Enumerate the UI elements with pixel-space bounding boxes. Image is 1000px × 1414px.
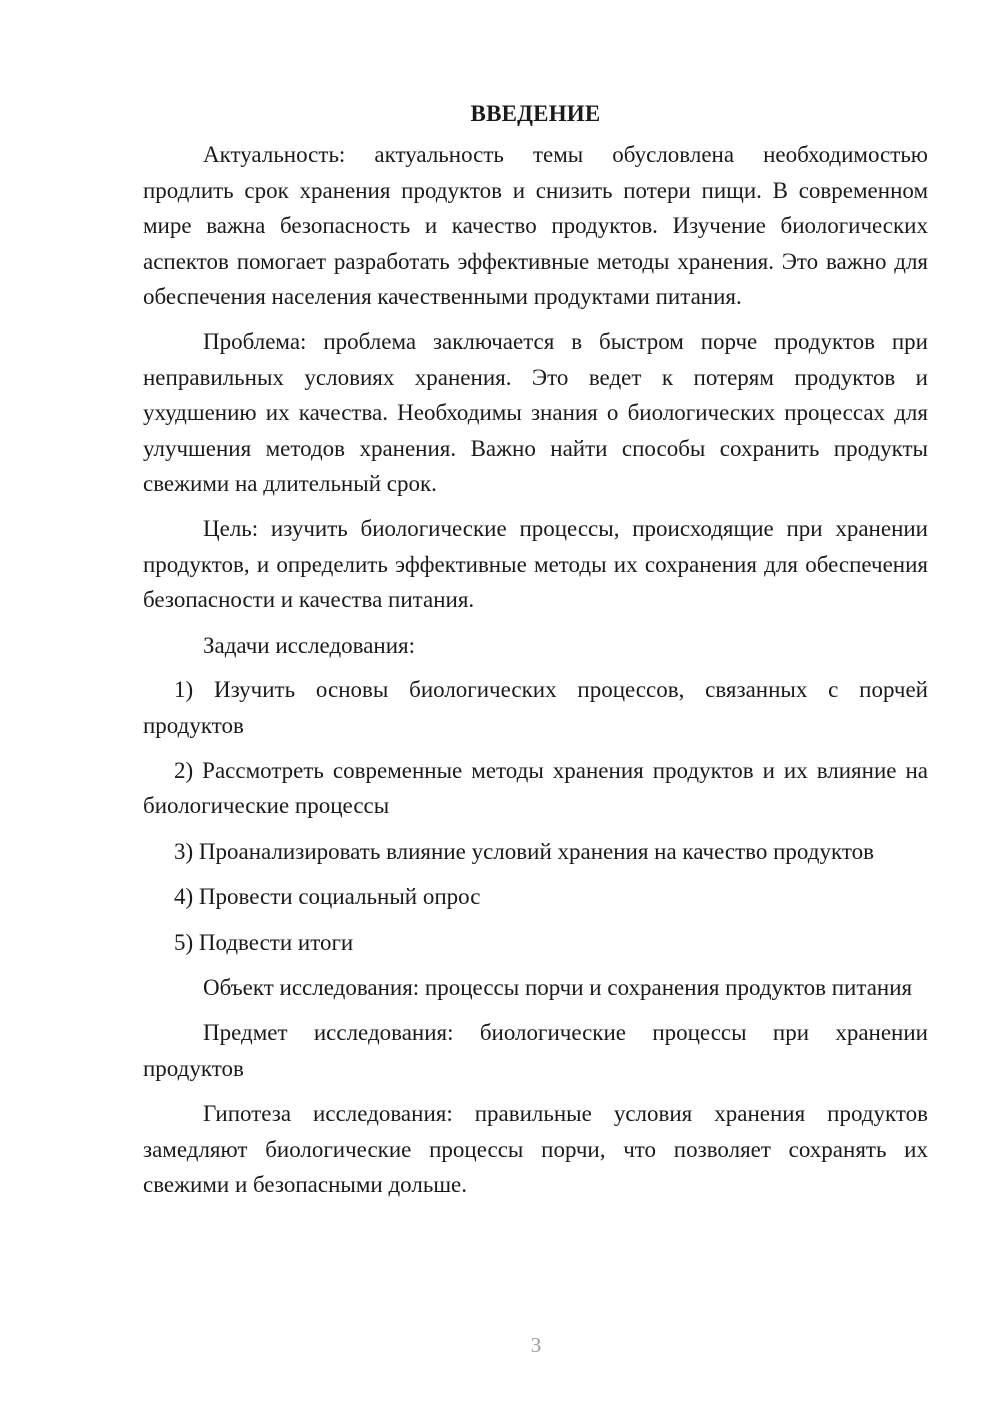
paragraph-hypothesis: Гипотеза исследования: правильные условия хранения продуктов замедляют биологические процессы порчи, что позволяет сохранять их свежими и безопасными дольше. [143, 1101, 928, 1197]
task-item: 5) Подвести итоги [174, 929, 354, 955]
paragraph-relevance: Актуальность: актуальность темы обусловлена необходимостью продлить срок хранения продуктов и снизить потери пищи. В современном мире важна безопасность и качество продуктов. Изучение биологических аспектов помогает разработать эффективные методы хранения. Это важно для обеспечения населения качественными продуктами питания. [143, 142, 928, 310]
paragraph-subject: Предмет исследования: биологические процессы при хранении продуктов [143, 1020, 928, 1081]
task-item: 1) Изучить основы биологических процессов, связанных с порчей продуктов [143, 677, 928, 738]
task-item: 4) Провести социальный опрос [174, 884, 481, 910]
paragraph-object: Объект исследования: процессы порчи и сохранения продуктов питания [203, 974, 913, 1000]
page-title: ВВЕДЕНИЕ [470, 101, 601, 126]
document-body [143, 96, 928, 1212]
paragraph-problem: Проблема: проблема заключается в быстром порче продуктов при неправильных условиях хранения. Это ведет к потерям продуктов и ухудшению их качества. Необходимы знания о биологических процессах для улучшения методов хранения. Важно найти способы сохранить продукты свежими на длительный срок. [143, 329, 928, 497]
paragraph-goal: Цель: изучить биологические процессы, происходящие при хранении продуктов, и определить эффективные методы их сохранения для обеспечения безопасности и качества питания. [143, 516, 928, 613]
page-number: 3 [530, 1333, 542, 1357]
tasks-heading: Задачи исследования: [203, 632, 416, 658]
task-item: 2) Рассмотреть современные методы хранения продуктов и их влияние на биологические процессы [143, 757, 928, 819]
task-item: 3) Проанализировать влияние условий хранения на качество продуктов [174, 838, 874, 864]
